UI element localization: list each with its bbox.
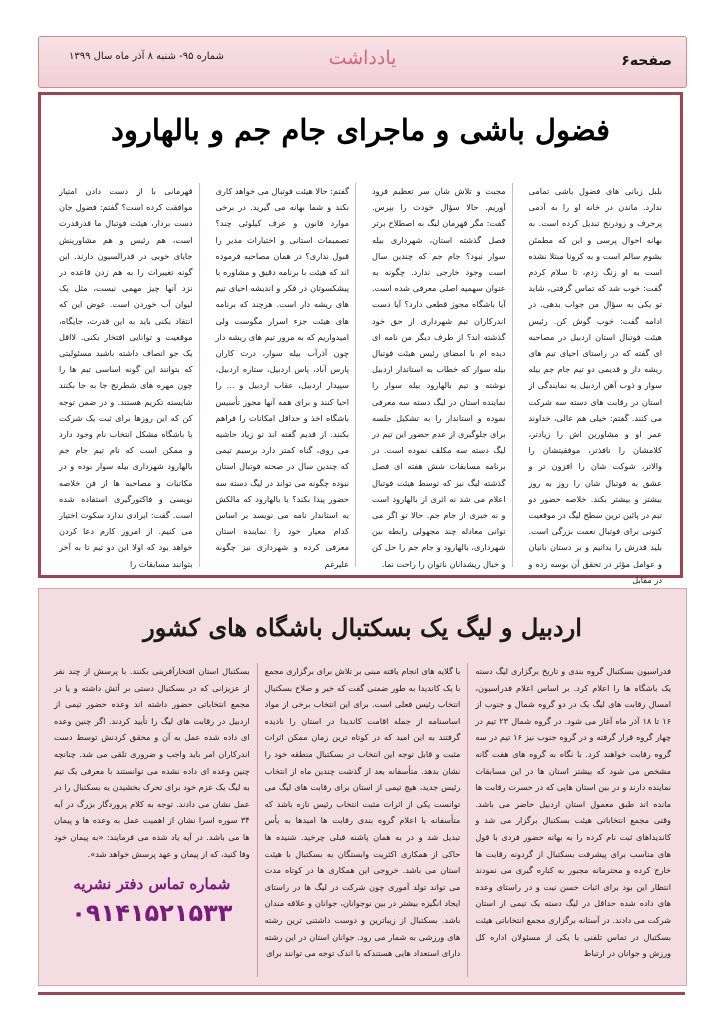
article-column: مجبت و تلاش شان سر تعظیم فرود آوریم. حالا سؤال خودت را بپرس. گفت: مگر قهرمان لیگ به اصطلاح برتر فصل گذشته استان، شهرداری بیله سوار نبود؟ جام جم که چندین سال است وجود خارجی ندارد. چگونه به عنوان سهمیه اصلی معرفی شده است. آیا باشگاه مجوز قطعی دارد؟ آیا دست اندرکاران تیم شهرداری از حق خود گذشته اند؟ از طرف دیگر من نامه ای دیده ام با امضای رئیس هیئت فوتبال بیله سوار که خطاب به استاندار اردبیل نوشته و تیم بالهارود بیله سوار را نماینده استان در لیگ دسته سه معرفی نموده و استاندار را به تشکیل جلسه برای جلوگیری از عدم حضور این تیم در لیگ دسته سه مکلف نموده است. در برنامه مسابقات شش هفته ای فصل گذشته لیگ نیز که توسط هیئت فوتبال اعلام می شد نه اثری از بالهارود است و نه خبری از جام جم. حالا تو اگر می توانی معادله چند مجهولی رابطه بین شهرداری، بالهارود و جام جم را حل کن و خیال ریشدانان ناتوان را راحت نما. (366, 183, 513, 567)
article-column: با گلایه های انجام یافته مبنی بر تلاش برای برگزاری مجمع با یک کاندیدا به طور ضمنی گفت که خیر و صلاح بسکتبال انتخاب رئیس فعلی است. برای این انتخاب برخی از مواد اساسنامه از جمله اقامت کاندیدا در استان را نادیده گرفتند به این امید که در کوتاه ترین زمان ممکن اثرات مثبت و قابل توجه این انتخاب در بسکتبال منطقه خود را نشان بدهد. متأسفانه بعد از گذشت چندین ماه از انتخاب رئیس جدید، هیچ تیمی از استان برای رقابت های لیگ می توانست یکی از اثرات مثبت انتخاب رئیس تازه باشد که متأسفانه با اعلام گروه بندی رقابت ها امیدها به یأس تبدیل شد و در به همان پاشنه قبلی چرخید. شنیده ها حاکی از همکاری اکثریت وابستگان به بسکتبال با هیئت استان می باشد. خروجی این همکاری ها در کوتاه مدت می تواند تولد آموری چون شرکت در لیگ ها در راستای ایجاد انگیزه بیشتر در بین نوجوانان، جوانان و علاقه مندان باشد. بسکتبال از زیباترین و دوست داشتنی ترین رشته های ورزشی به شمار می رود. جوانان استان در این رشته دارای استعداد هایی هستندکه با اندک توجه می توانند برای (258, 663, 469, 977)
article-column: گفتم: حالا هیئت فوتبال می خواهد کاری بکند و شما بهانه می گیرید. در برخی موارد قانون و عرف کیلوئی چند؟ تصمیمات استانی و اختیارات مدیر را قبول نداری؟ در همان مصاحبه فرموده اند که هیئت با برنامه دقیق و مشاوره با پیشکسوتان در فکر و اندیشه احیای تیم های ریشه دار است. هرچند که برنامه های هیئت جزء اسرار مگوست ولی امیدواریم که به مرور تیم های ریشه دار چون آذرآب بیله سوار، درت کاران پارس آباد، پاس اردبیل، ستاره اردبیل، سپیدار اردبیل، عقاب اردبیل و ... را احیا کنند و برای همه آنها مجوز تأسیس باشگاه اخذ و حداقل امکانات را فراهم بکنند. از قدیم گفته اند تو زیاد حاشیه می روی، گناه کمتر دارد برسیم تیمی که چندین سال در صحنه فوتبال استان نبوده چگونه می تواند در لیگ دسته سه حضور پیدا بکند؟ یا بالهارود که مالکش به استاندار نامه می نویسد بر اساس کدام معیار خود را نماینده استان معرفی کرده و شهرداری نیز چگونه علیرغم (210, 183, 357, 567)
article-basketball (38, 588, 687, 986)
article-title: فضول باشی و ماجرای جام جم و بالهارود (111, 113, 610, 147)
footer-divider (38, 992, 685, 995)
issue-info: شماره ۹۵- شنبه ۸ آذر ماه سال ۱۳۹۹ (69, 51, 224, 62)
article-columns (47, 663, 678, 977)
article-columns (53, 183, 668, 585)
article-column: بسکتبال استان افتخارآفرینی بکنند. با پرسش از چند نفر از عزیزانی که در بسکتبال دستی بر آتش داشته و یا در مجمع انتخاباتی حضور داشته اند وعده حضور تیمی از اردبیل در رقابت های لیگ را تأیید کردند. اگر چنین وعده ای داده شده عمل به آن و محقق کردنش توسط دست اندرکاران امر باید واجب و ضروری تلقی می شد. چنانچه چنین وعده ای داده نشده می توانستند با معرفی یک تیم به لیگ یک عزم خود برای تحرک بخشیدن به بسکتبال را در عمل نشان می دادند. توجه به کلام پروردگار بزرگ در آیه ۳۴ سوره اسرا نشان از اهمیت عمل به وعده ها و پیمان ها می باشد. در آیه یاد شده می فرمایند: «به پیمان خود وفا کنید، که از پیمان و عهد پرسش خواهد شد». (53, 666, 250, 859)
article-title: اردبیل و لیگ یک بسکتبال باشگاه های کشور (143, 613, 582, 642)
article-column-with-contact (47, 663, 258, 977)
section-title: یادداشت (328, 47, 397, 69)
article-football (38, 92, 683, 585)
article-column: بلبل زبانی های فضول باشی تمامی ندارد. ماندن در خانه او را به آدمی پرحرف و زودرنج تبدیل کرده است. به بهانه احوال پرسی و این که مطمئن بشوم سالم است و به کرونا مبتلا نشده است به او زنگ زدم، تا سلام کردم گفت: خوب شد که تماس گرفتی، شاید تو یکی به سؤال من جواب بدهی. در ادامه گفت: خوب گوش کن. رئیس هیئت فوتبال استان اردبیل در مصاحبه ای گفته که در راستای احیای تیم های ریشه دار و قدیمی دو تیم جام جم بیله سوار و ذوب آهن اردبیل به نمایندگی از استان در رقابت های دسته سه شرکت می کنند. گفتم: خیلی هم عالی، خداوند عمر او و مشاورین اش را زیادتر، کلامشان را نافذتر، موفقیتشان را والاتر، شوکت شان را افزون تر و عشق به فوتبال شان را روز به روز بیشتر و بیشتر بکند. خلاصه حضور دو تیم در پائین ترین سطح لیگ در موقعیت کنونی برای فوتبال نعمت بزرگی است. بلید قدرش را بدانیم و بر دستان بانیان و عوامل مؤثر در تحقق آن بوسه زده و در مقابل (528, 186, 662, 585)
article-column: فدراسیون بسکتبال گروه بندی و تاریخ برگزاری لیگ دسته یک باشگاه ها را اعلام کرد. بر اساس اعلام فدراسیون، امسال رقابت های لیگ یک در دو گروه شمال و جنوب از ۱۶ تا ۱۸ آذر ماه آغاز می شود. در گروه شمال ۲۳ تیم در چهار گروه قرار گرفته و در گروه جنوب نیز ۱۶ تیم در سه گروه رقابت خواهند کرد. با نگاه به گروه های هفت گانه مشخص می شود که بیشتر استان ها در این مسابقات نماینده دارند و در بین استان هایی که در حسرت رقابت ها مانده اند طبق معمول استان اردبیل حاضر می باشد. وقتی مجمع انتخاباتی هیئت بسکتبال برگزار می شد و کاندیداهای ثبت نام کرده را به بهانه حضور فردی با قول های مناسب برای پیشرفت بسکتبال از گردونه رقابت ها خارج کرده و محترمانه مجبور به کناره گیری می نمودند انتظار این بود برای اثبات حسن نیت و در راستای وعده های داده شده حداقل در لیگ دسته یک تیمی از استان شرکت می دادند. در آستانه برگزاری مجمع انتخاباتی هیئت بسکتبال در تماس تلفنی با یکی از مسئولان اداره کل ورزش و جوانان در ارتباط (475, 666, 671, 959)
page-header (38, 36, 687, 88)
article-column: قهرمانی با از دست دادن امتیاز موافقت کرده است؟ گفتم: فضول جان دست بردار، هیئت فوتبال ما قدرقدرت است، هم رئیس و هم مشاورینش جایای خوبی در قدرالسیون دارند. این گونه تغییرات را به هم زدن قاعده در نزد آنها چیز مهمی نیست، مثل یک لیوان آب خوردن است. عوض این که انتقاد بکنی باید به این قدرت، جایگاه، موقعیت و توانایی افتخار بکنی. لااقل یک جو انصاف داشته باشید مسئولیتی که بتوانند این گونه اساسی تیم ها را چون مهره های شطرنج جا به جا بکنند شایسته تکریم هستند. و در ضمن توجه کن که این روزها برای ثبت یک شرکت یا باشگاه مشکل انتخاب نام وجود دارد و ممکن است که نام تیم جام جم بالهارود شهرداری بیله سوار بوده و در مکاتبات و مصاحبه ها از فن خلاصه نویسی و فاکتورگیری استفاده شده است. گفت: ایرادی ندارد سکوت اختیار می کنیم. از امروز کارم دعا کردن خواهد بود که اولا این دو تیم تا به آخر بتوانند مسابقات را (53, 183, 200, 567)
page-number: صفحه۶ (621, 53, 672, 69)
contact-phone: ۰۹۱۴۱۵۲۱۵۳۳ (71, 898, 233, 927)
contact-label: شماره تماس دفتر نشریه (73, 875, 231, 894)
